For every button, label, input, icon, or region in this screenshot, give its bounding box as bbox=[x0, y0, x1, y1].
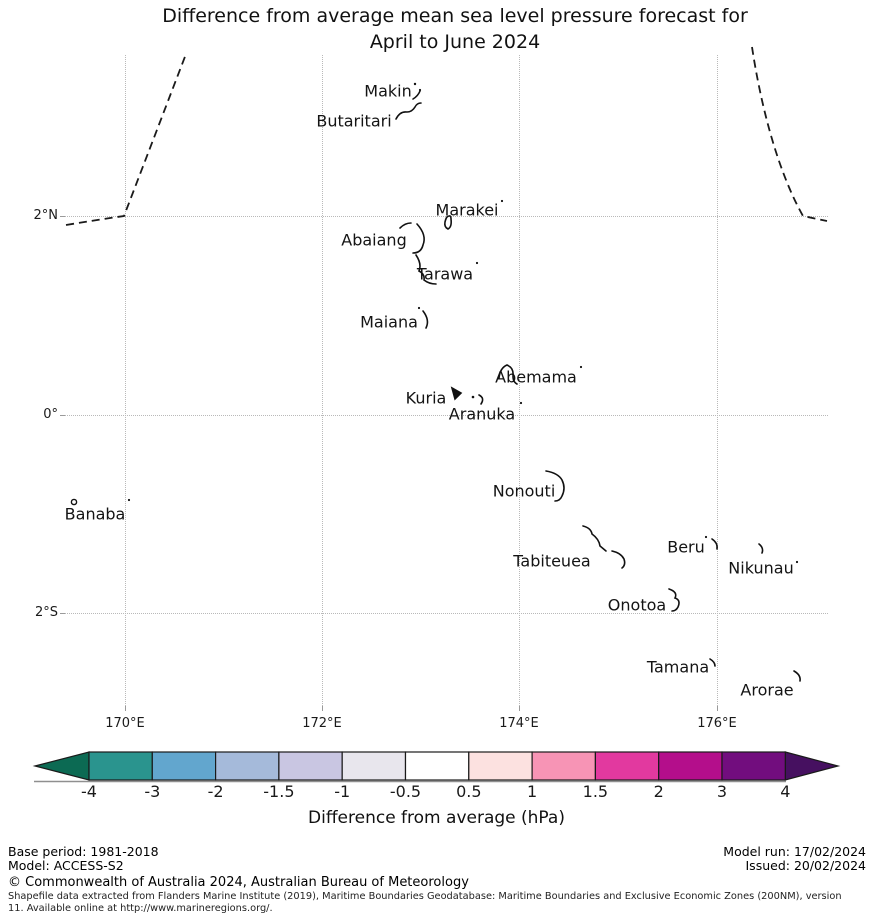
colorbar-segment bbox=[216, 752, 279, 780]
colorbar-tick-label: -2 bbox=[207, 782, 224, 801]
island-shape bbox=[580, 366, 582, 368]
colorbar-tick-label: 2 bbox=[653, 782, 664, 801]
colorbar bbox=[34, 752, 838, 782]
colorbar-segment bbox=[152, 752, 215, 780]
island-label: Marakei bbox=[435, 200, 499, 220]
colorbar-tick-label: -4 bbox=[81, 782, 97, 801]
island-label: Tabiteuea bbox=[513, 551, 591, 571]
colorbar-label: Difference from average (hPa) bbox=[308, 808, 565, 828]
island-shape bbox=[710, 659, 715, 666]
y-axis-tick-label: 2°S bbox=[34, 605, 58, 620]
island-label: Nonouti bbox=[492, 481, 556, 501]
island-shape bbox=[128, 499, 130, 501]
island-label: Aranuka bbox=[448, 404, 516, 424]
eez-boundary-right bbox=[752, 47, 827, 221]
island-label: Kuria bbox=[405, 388, 447, 408]
colorbar-tick-label: -1.5 bbox=[263, 782, 295, 801]
colorbar-left-arrow bbox=[35, 752, 89, 780]
colorbar-segment bbox=[342, 752, 405, 780]
island-shape bbox=[445, 216, 451, 229]
island-shape bbox=[794, 671, 800, 681]
x-axis-tick-label: 176°E bbox=[697, 716, 737, 731]
island-shape bbox=[71, 499, 76, 504]
island-label: Banaba bbox=[64, 504, 126, 524]
island-label: Abemama bbox=[495, 367, 577, 387]
colorbar-segment bbox=[595, 752, 658, 780]
island-shape bbox=[705, 536, 707, 538]
island-shapes bbox=[71, 83, 800, 681]
island-shape bbox=[499, 365, 517, 384]
colorbar-segment bbox=[469, 752, 532, 780]
shapefile-attribution-text: Shapefile data extracted from Flanders Marine Institute (2019), Maritime Boundaries Geodatabase: Maritime Boundaries and Exclusive Economic Zones (200NM), version 11. Available online at http://www.marineregions.org/. bbox=[8, 891, 842, 914]
colorbar-tick-label: -1 bbox=[334, 782, 351, 801]
island-label: Onotoa bbox=[607, 595, 667, 615]
island-shape bbox=[418, 307, 420, 309]
colorbar-segment bbox=[406, 752, 469, 780]
island-shape bbox=[419, 89, 421, 91]
base-period-text: Base period: 1981-2018 bbox=[8, 844, 159, 859]
island-shape bbox=[583, 526, 606, 551]
colorbar-right-arrow bbox=[785, 752, 838, 780]
colorbar-tick-label: 0.5 bbox=[456, 782, 482, 801]
island-shape bbox=[669, 589, 679, 611]
island-label: Arorae bbox=[740, 680, 794, 700]
island-shape bbox=[759, 544, 763, 553]
island-shape bbox=[472, 396, 475, 399]
island-label: Tamana bbox=[646, 657, 710, 677]
y-axis-tick-label: 2°N bbox=[33, 208, 58, 223]
island-label: Abaiang bbox=[341, 230, 407, 250]
island-label: Nikunau bbox=[728, 558, 794, 578]
island-label: Beru bbox=[667, 537, 705, 557]
colorbar-tick-label: 1.5 bbox=[582, 782, 609, 801]
colorbar-tick-label: 1 bbox=[527, 782, 538, 801]
colorbar-segment bbox=[722, 752, 785, 780]
colorbar-segment bbox=[532, 752, 595, 780]
island-label: Maiana bbox=[360, 312, 418, 332]
island-shape bbox=[400, 223, 411, 228]
eez-boundaries bbox=[66, 47, 827, 225]
y-axis-tick-label: 0° bbox=[43, 407, 58, 422]
island-shape bbox=[396, 103, 421, 119]
island-shape bbox=[476, 262, 478, 264]
colorbar-tick-label: 3 bbox=[716, 782, 728, 801]
island-shape bbox=[612, 551, 625, 568]
colorbar-tick-label: 4 bbox=[780, 782, 791, 801]
issued-text: Issued: 20/02/2024 bbox=[745, 858, 866, 873]
island-shape bbox=[712, 539, 717, 549]
island-shape bbox=[423, 311, 427, 328]
island-shape bbox=[546, 471, 564, 501]
x-axis-tick-label: 174°E bbox=[499, 716, 539, 731]
island-shape bbox=[413, 224, 424, 253]
island-shape bbox=[452, 388, 461, 399]
island-label: Makin bbox=[364, 81, 412, 101]
model-text: Model: ACCESS-S2 bbox=[8, 858, 124, 873]
eez-boundary-left bbox=[66, 54, 186, 225]
colorbar-segment bbox=[279, 752, 342, 780]
island-shape bbox=[416, 255, 436, 284]
island-shape bbox=[501, 200, 503, 202]
x-axis-tick-label: 170°E bbox=[105, 716, 145, 731]
island-shape bbox=[479, 395, 483, 404]
model-run-text: Model run: 17/02/2024 bbox=[723, 844, 866, 859]
island-shape bbox=[796, 561, 798, 563]
island-shape bbox=[520, 402, 522, 404]
x-axis-tick-label: 172°E bbox=[302, 716, 342, 731]
chart-title-line2: April to June 2024 bbox=[369, 31, 541, 53]
island-shape bbox=[413, 91, 420, 99]
colorbar-segment bbox=[659, 752, 722, 780]
colorbar-tick-label: -0.5 bbox=[389, 782, 422, 801]
chart-title-line1: Difference from average mean sea level pressure forecast for bbox=[162, 5, 748, 27]
copyright-text: © Commonwealth of Australia 2024, Australian Bureau of Meteorology bbox=[8, 875, 469, 890]
colorbar-segment bbox=[89, 752, 152, 780]
island-label: Butaritari bbox=[316, 111, 392, 131]
island-label: Tarawa bbox=[416, 264, 474, 284]
colorbar-tick-label: -3 bbox=[144, 782, 161, 801]
island-shape bbox=[414, 83, 416, 85]
